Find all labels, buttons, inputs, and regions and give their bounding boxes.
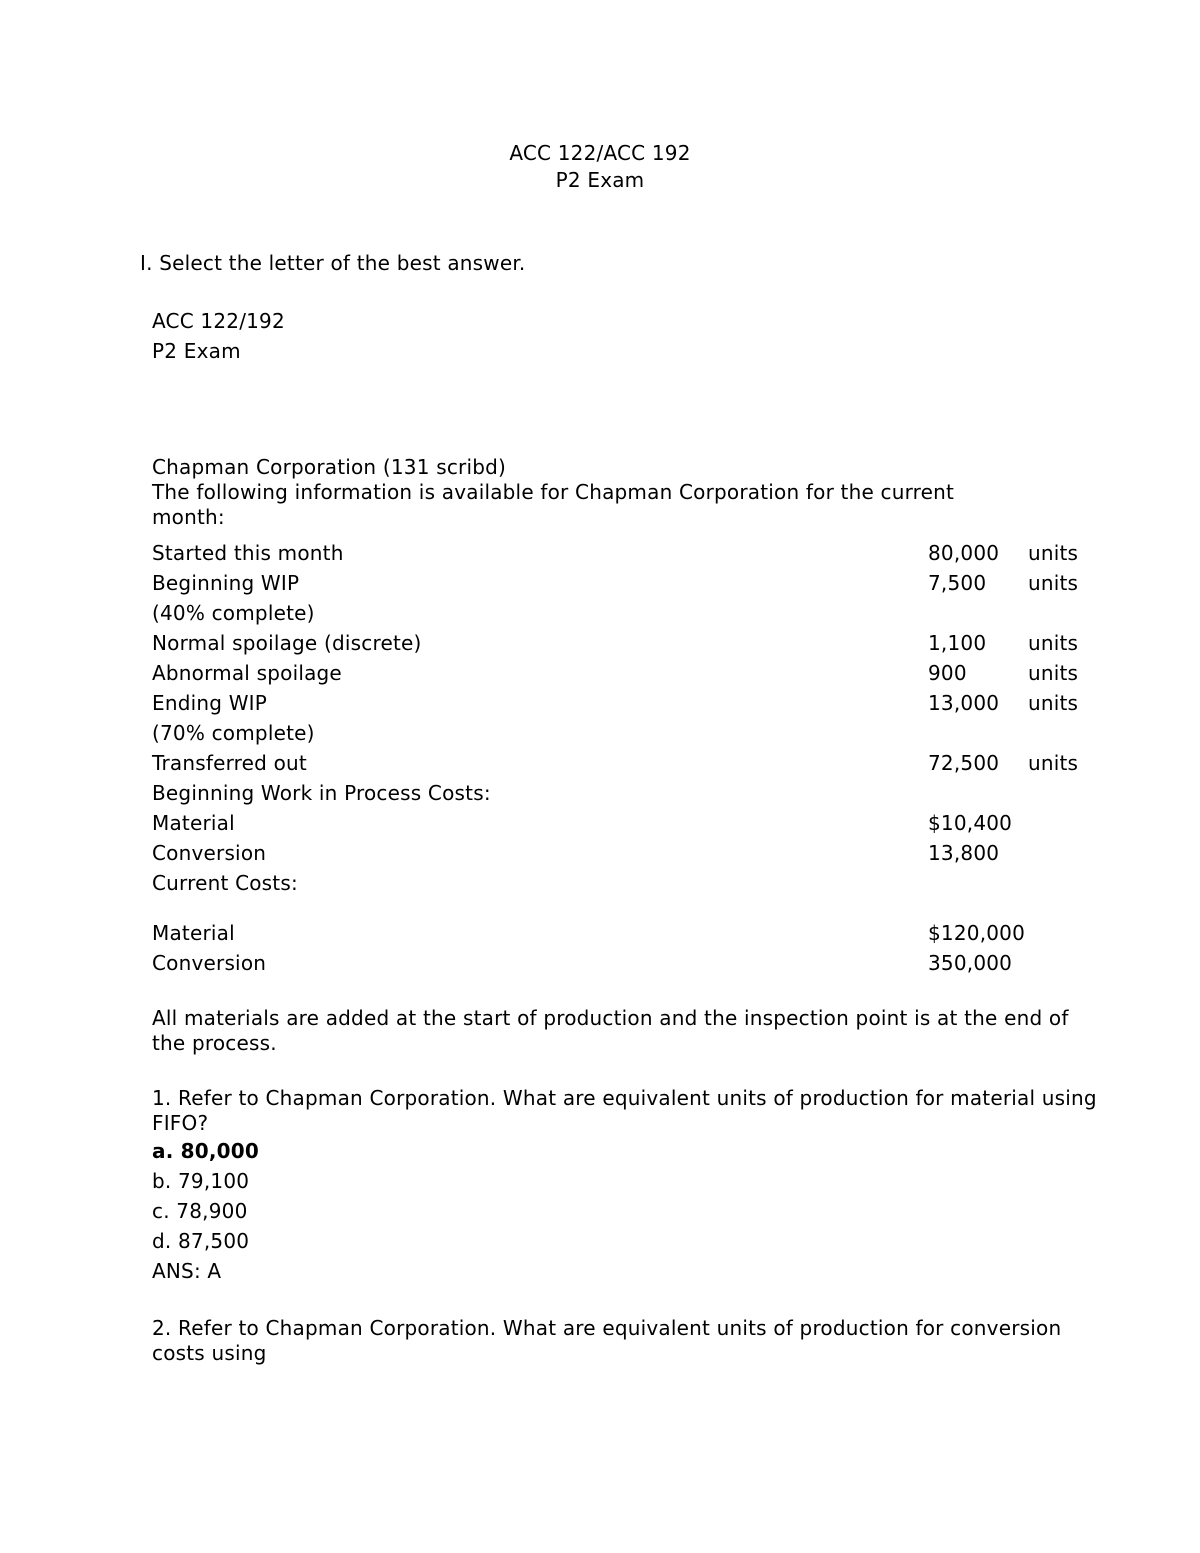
title-line-1: ACC 122/ACC 192 xyxy=(509,141,691,165)
row-label: Material xyxy=(152,811,235,835)
row-label: Beginning WIP xyxy=(152,571,300,595)
option-a: a. 80,000 xyxy=(152,1139,260,1163)
option-c: c. 78,900 xyxy=(152,1199,248,1223)
table-row xyxy=(152,836,1098,866)
sub-header xyxy=(152,306,285,366)
row-unit xyxy=(1028,716,1098,746)
row-label: Material xyxy=(152,921,235,945)
table-row xyxy=(152,896,1098,946)
option-d: d. 87,500 xyxy=(152,1229,250,1253)
row-unit xyxy=(1028,946,1098,976)
row-value xyxy=(928,596,1028,626)
instruction-text: I. Select the letter of the best answer. xyxy=(140,251,526,275)
table-row xyxy=(152,656,1098,686)
row-unit: units xyxy=(1028,751,1079,775)
table-row xyxy=(152,806,1098,836)
row-unit: units xyxy=(1028,661,1079,685)
table-row xyxy=(152,746,1098,776)
table-row xyxy=(152,946,1098,976)
options-list xyxy=(152,1136,1102,1256)
row-label: Normal spoilage (discrete) xyxy=(152,631,422,655)
problem-section xyxy=(152,454,1102,1366)
question-2 xyxy=(152,1316,1102,1366)
row-unit xyxy=(1028,836,1098,866)
question-text: 1. Refer to Chapman Corporation. What are equivalent units of production for material using FIFO? xyxy=(152,1086,1097,1135)
table-row xyxy=(152,536,1098,566)
row-value: 72,500 xyxy=(928,751,1000,775)
row-label: Ending WIP xyxy=(152,691,268,715)
row-value xyxy=(928,716,1028,746)
row-value: 900 xyxy=(928,661,967,685)
row-unit: units xyxy=(1028,631,1079,655)
row-unit: units xyxy=(1028,541,1079,565)
row-unit: units xyxy=(1028,571,1079,595)
row-value: 80,000 xyxy=(928,541,1000,565)
company-heading: Chapman Corporation (131 scribd) xyxy=(152,455,506,479)
row-value: 13,800 xyxy=(928,841,1000,865)
row-label: (40% complete) xyxy=(152,601,315,625)
row-label: Transferred out xyxy=(152,751,307,775)
problem-note: All materials are added at the start of production and the inspection point is at the end of the process. xyxy=(152,1006,1069,1055)
table-row xyxy=(152,866,1098,896)
row-unit xyxy=(1028,896,1098,946)
table-row xyxy=(152,566,1098,596)
row-label: (70% complete) xyxy=(152,721,315,745)
row-unit xyxy=(1028,596,1098,626)
table-row xyxy=(152,626,1098,656)
answer-key: ANS: A xyxy=(152,1259,222,1283)
row-label: Current Costs: xyxy=(152,871,298,895)
question-text: 2. Refer to Chapman Corporation. What are equivalent units of production for conversion costs using xyxy=(152,1316,1062,1365)
row-label: Conversion xyxy=(152,841,267,865)
question-1 xyxy=(152,1086,1102,1286)
row-value xyxy=(928,866,1028,896)
row-label: Conversion xyxy=(152,951,267,975)
row-label: Beginning Work in Process Costs: xyxy=(152,781,491,805)
row-unit xyxy=(1028,806,1098,836)
row-value: $120,000 xyxy=(928,921,1026,945)
row-unit: units xyxy=(1028,691,1079,715)
option-b: b. 79,100 xyxy=(152,1169,250,1193)
row-value xyxy=(928,776,1028,806)
table-row xyxy=(152,686,1098,716)
row-value: 7,500 xyxy=(928,571,987,595)
table-row xyxy=(152,716,1098,746)
row-unit xyxy=(1028,866,1098,896)
table-row xyxy=(152,596,1098,626)
title-line-2: P2 Exam xyxy=(555,168,645,192)
row-value: 1,100 xyxy=(928,631,987,655)
sub-header-line-2: P2 Exam xyxy=(152,339,241,363)
row-value: 350,000 xyxy=(928,951,1013,975)
document-title xyxy=(0,140,1200,194)
table-row xyxy=(152,776,1098,806)
sub-header-line-1: ACC 122/192 xyxy=(152,309,285,333)
row-label: Started this month xyxy=(152,541,344,565)
row-value: 13,000 xyxy=(928,691,1000,715)
row-value: $10,400 xyxy=(928,811,1013,835)
production-data-table xyxy=(152,536,1098,976)
row-label: Abnormal spoilage xyxy=(152,661,342,685)
row-unit xyxy=(1028,776,1098,806)
problem-intro: The following information is available for Chapman Corporation for the current month: xyxy=(152,480,955,529)
